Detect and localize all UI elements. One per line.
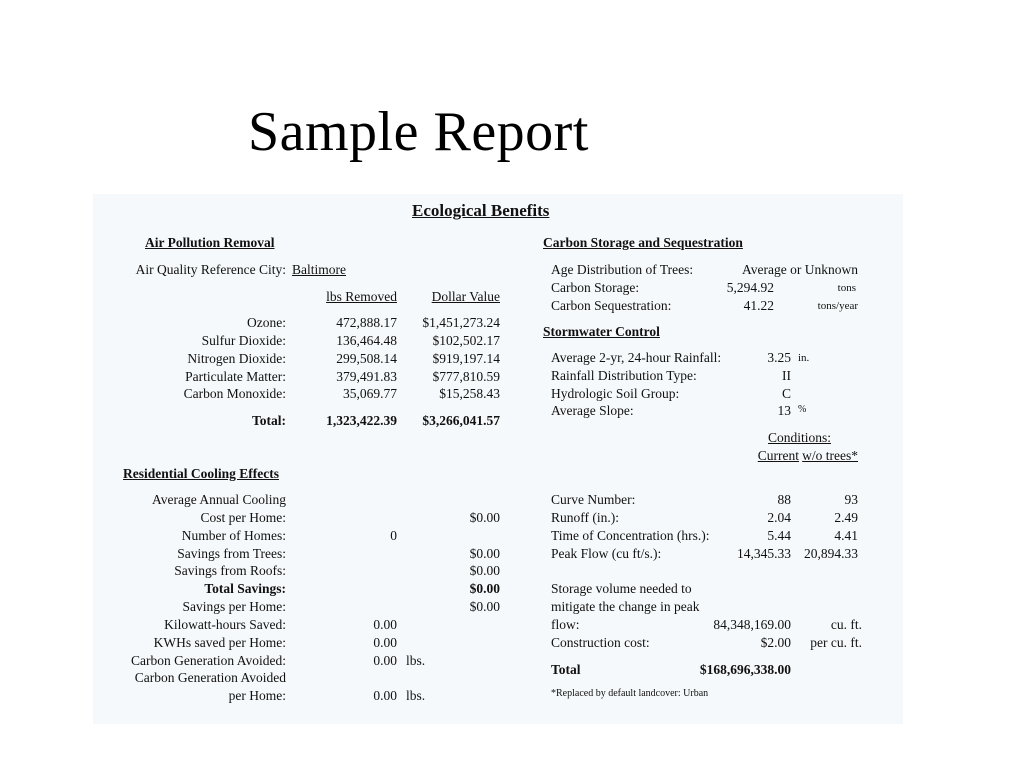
volume-label: Storage volume needed to — [551, 581, 692, 596]
slope-value: 13 — [777, 403, 791, 418]
trees-label: Savings from Trees: — [177, 546, 286, 561]
air-row-lbs: 35,069.77 — [343, 386, 397, 401]
kwh-home-label: KWHs saved per Home: — [153, 635, 286, 650]
air-row-dollar: $15,258.43 — [439, 386, 500, 401]
age-value: Average or Unknown — [742, 262, 858, 277]
storm-row-wo: 2.49 — [834, 510, 858, 525]
conditions-header: Conditions: — [767, 430, 831, 445]
air-row-lbs: 299,508.14 — [336, 351, 397, 366]
air-row-lbs: 136,464.48 — [336, 333, 397, 348]
volume-unit: cu. ft. — [830, 617, 862, 632]
air-row-dollar: $919,197.14 — [432, 351, 500, 366]
air-row-dollar: $777,810.59 — [432, 369, 500, 384]
storm-row-wo: 4.41 — [834, 528, 858, 543]
storm-row-label: Time of Concentration (hrs.): — [551, 528, 710, 543]
storm-row-label: Runoff (in.): — [551, 510, 619, 525]
air-row-lbs: 472,888.17 — [336, 315, 397, 330]
volume-label-2: mitigate the change in peak — [551, 599, 700, 614]
storm-row-current: 2.04 — [767, 510, 791, 525]
soil-label: Hydrologic Soil Group: — [551, 386, 680, 401]
roofs-label: Savings from Roofs: — [174, 563, 286, 578]
scanned-report — [93, 194, 903, 724]
carbon-avoided-value: 0.00 — [373, 653, 397, 668]
storm-row-wo: 20,894.33 — [804, 546, 858, 561]
air-row-lbs: 379,491.83 — [336, 369, 397, 384]
carbon-avoided-unit: lbs. — [406, 653, 426, 668]
age-label: Age Distribution of Trees: — [551, 262, 694, 277]
carbon-home-label: Carbon Generation Avoided — [134, 670, 286, 685]
cooling-heading: Residential Cooling Effects — [123, 466, 279, 481]
dist-label: Rainfall Distribution Type: — [551, 368, 697, 383]
dist-value: II — [782, 368, 791, 383]
carbon-home-unit: lbs. — [406, 688, 426, 703]
storage-unit: tons — [837, 282, 856, 294]
slide-title: Sample Report — [248, 101, 589, 163]
seq-value: 41.22 — [743, 298, 774, 313]
avg-cost-value: $0.00 — [469, 510, 500, 525]
rain-value: 3.25 — [767, 350, 791, 365]
carbon-avoided-label: Carbon Generation Avoided: — [131, 653, 286, 668]
avg-cost-label-2: Cost per Home: — [200, 510, 286, 525]
col-wo-trees-header: w/o trees* — [802, 448, 858, 463]
rain-unit: in. — [798, 352, 810, 364]
kwh-label: Kilowatt-hours Saved: — [164, 617, 286, 632]
storm-row-label: Peak Flow (cu ft/s.): — [551, 546, 662, 561]
kwh-value: 0.00 — [373, 617, 397, 632]
air-row-label: Carbon Monoxide: — [183, 386, 286, 401]
storm-row-current: 5.44 — [767, 528, 791, 543]
soil-value: C — [781, 386, 791, 401]
kwh-home-value: 0.00 — [373, 635, 397, 650]
air-row-dollar: $102,502.17 — [432, 333, 500, 348]
storm-row-current: 14,345.33 — [737, 546, 791, 561]
storage-label: Carbon Storage: — [551, 280, 640, 295]
report-title: Ecological Benefits — [412, 201, 550, 220]
col-lbs-header: lbs Removed — [326, 289, 397, 304]
rain-label: Average 2-yr, 24-hour Rainfall: — [551, 350, 722, 365]
storm-total-label: Total — [551, 662, 581, 677]
cost-unit: per cu. ft. — [810, 635, 862, 650]
trees-value: $0.00 — [469, 546, 500, 561]
total-savings-value: $0.00 — [469, 581, 500, 596]
storm-row-current: 88 — [777, 492, 791, 507]
homes-value: 0 — [390, 528, 397, 543]
city-value: Baltimore — [292, 262, 346, 277]
storm-heading: Stormwater Control — [543, 324, 660, 339]
carbon-home-value: 0.00 — [373, 688, 397, 703]
cost-value: $2.00 — [760, 635, 791, 650]
storm-row-label: Curve Number: — [551, 492, 636, 507]
footnote: *Replaced by default landcover: Urban — [551, 688, 709, 699]
carbon-home-label-2: per Home: — [228, 688, 286, 703]
air-row-label: Ozone: — [247, 315, 286, 330]
total-savings-label: Total Savings: — [204, 581, 286, 596]
air-total-lbs: 1,323,422.39 — [326, 413, 397, 428]
cost-label: Construction cost: — [551, 635, 650, 650]
per-home-value: $0.00 — [469, 599, 500, 614]
air-row-label: Sulfur Dioxide: — [201, 333, 286, 348]
air-total-label: Total: — [251, 413, 286, 428]
carbon-heading: Carbon Storage and Sequestration — [543, 235, 743, 250]
storm-row-wo: 93 — [844, 492, 858, 507]
volume-label-3: flow: — [551, 617, 580, 632]
seq-unit: tons/year — [817, 300, 858, 312]
col-dollar-header: Dollar Value — [431, 289, 500, 304]
slope-label: Average Slope: — [551, 403, 634, 418]
homes-label: Number of Homes: — [181, 528, 286, 543]
seq-label: Carbon Sequestration: — [551, 298, 672, 313]
slope-unit: % — [798, 404, 807, 415]
roofs-value: $0.00 — [469, 563, 500, 578]
storm-total-value: $168,696,338.00 — [699, 662, 791, 677]
air-row-label: Particulate Matter: — [185, 369, 286, 384]
air-total-dollar: $3,266,041.57 — [422, 413, 500, 428]
air-row-dollar: $1,451,273.24 — [422, 315, 500, 330]
avg-cost-label: Average Annual Cooling — [152, 492, 286, 507]
air-row-label: Nitrogen Dioxide: — [187, 351, 286, 366]
per-home-label: Savings per Home: — [182, 599, 286, 614]
storage-value: 5,294.92 — [726, 280, 774, 295]
air-heading: Air Pollution Removal — [145, 235, 275, 250]
volume-value: 84,348,169.00 — [713, 617, 791, 632]
col-current-header: Current — [757, 448, 799, 463]
city-label: Air Quality Reference City: — [135, 262, 286, 277]
